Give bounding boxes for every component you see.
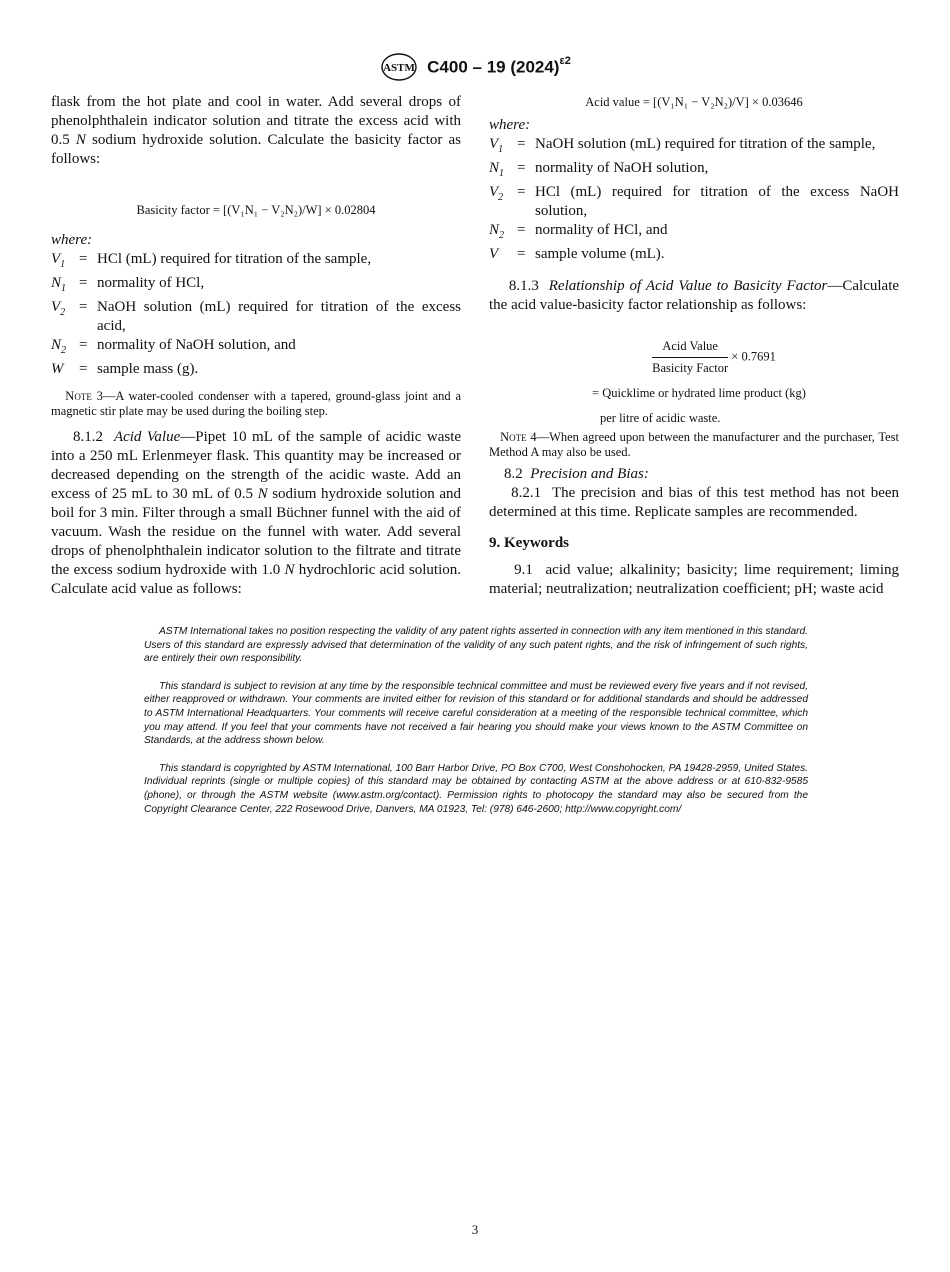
definition-row: $V_1$ = HCl (mL) required for titration of the sample, — [51, 251, 372, 270]
standard-designation: C400 – 19 $(2024)^{\varepsilon 2}$ — [427, 54, 571, 77]
definition-row: V = sample volume (mL). — [489, 246, 665, 262]
left-column — [51, 93, 461, 599]
epsilon-superscript: ε2 — [559, 54, 571, 67]
paragraph-9-1: 9.1 acid value; alkalinity; basicity; lime requirement; liming material; neutralization; neutralization coefficient; pH; waste acid — [489, 562, 900, 597]
section-heading-keywords: 9. Keywords — [489, 535, 569, 551]
paragraph-8-2: 8.2 Precision and Bias: — [504, 466, 649, 482]
definition-row: $V_1$ = NaOH solution (mL) required for titration of the sample, — [489, 136, 876, 155]
where-label: where: — [51, 232, 93, 248]
definition-row: $N_1$ = normality of HCl, — [51, 275, 205, 294]
definition-row: $V_2$ = HCl (mL) required for titration of the excess NaOH solution, — [489, 184, 899, 219]
note-3: Note 3—A water-cooled condenser with a tapered, ground-glass joint and a magnetic stir plate may be used during the boiling step. — [51, 389, 461, 418]
legal-footer — [144, 625, 808, 830]
astm-logo-icon — [379, 52, 419, 82]
definition-row: W = sample mass (g). — [51, 361, 199, 377]
definition-list-basicity — [51, 250, 461, 384]
definition-row: $N_1$ = normality of NaOH solution, — [489, 160, 709, 179]
equation-acid-value: Acid value = [(V₁N₁ − V₂N₂)/V] × 0.03646 — [585, 95, 803, 109]
paragraph-8-1-3: 8.1.3 Relationship of Acid Value to Basicity Factor—Calculate the acid value-basicity factor relationship as follows: — [489, 278, 900, 313]
paragraph-8-1-2: 8.1.2 Acid Value—Pipet 10 mL of the sample of acidic waste into a 250 mL Erlenmeyer flask. This quantity may be increased or decreased depending on the strength of the acidic waste. Add an excess of 25 mL to 30 mL of 0.5 N sodium hydroxide solution and boil for 3 min. Filter through a small Büchner funnel with the aid of vacuum. Wash the residue on the funnel with water. Add several drops of phenolphthalein indicator solution to the filtrate and titrate the excess sodium hydroxide with 1.0 N hydrochloric acid solution. Calculate acid value as follows: — [51, 429, 462, 597]
right-column — [489, 93, 899, 599]
definition-row: $V_2$ = NaOH solution (mL) required for titration of the excess acid, — [51, 299, 461, 334]
footer-patent-notice: ASTM International takes no position respecting the validity of any patent rights asserted in connection with any item mentioned in this standard. Users of this standard are expressly advised that determination of the validity of any such patent rights, and the risk of infringement of such rights, are entirely their own responsibility. — [144, 626, 808, 665]
svg-text:ASTM: ASTM — [383, 62, 416, 74]
where-label: where: — [489, 117, 531, 133]
page-number: 3 — [471, 1222, 479, 1237]
definition-list-acid — [489, 135, 899, 269]
paragraph-basicity-continuation: flask from the hot plate and cool in water. Add several drops of phenolphthalein indicator solution and titrate the excess acid with 0.5 N sodium hydroxide solution. Calculate the basicity factor as follows: — [51, 94, 462, 167]
equation-basicity-factor: Basicity factor = [(V₁N₁ − V₂N₂)/W] × 0.02804 — [136, 203, 376, 217]
definition-row: $N_2$ = normality of NaOH solution, and — [51, 337, 296, 356]
equation-relationship: $\frac{\text{Acid Value}}{\text{Basicity Factor}}$ × 0.7691 = Quicklime or hydrated lime product (kg) per litre of acidic waste. — [592, 339, 806, 425]
page-header — [0, 52, 950, 87]
fraction: $\frac{\text{Acid Value}}{\text{Basicity Factor}}$ — [652, 339, 729, 375]
footer-copyright-notice: This standard is copyrighted by ASTM International, 100 Barr Harbor Drive, PO Box C700, West Conshohocken, PA 19428-2959, United States. Individual reprints (single or multiple copies) of this standard may be obtained by contacting ASTM at the above address or at 610-832-9585 (phone), or through the ASTM website (www.astm.org/contact). Permission rights to photocopy the standard may also be secured from the Copyright Clearance Center, 222 Rosewood Drive, Danvers, MA 01923, Tel: (978) 646-2600; http://www.copyright.com/ — [144, 762, 808, 815]
paragraph-8-2-1: 8.2.1 The precision and bias of this test method has not been determined at this time. Replicate samples are recommended. — [489, 485, 900, 520]
footer-revision-notice: This standard is subject to revision at any time by the responsible technical committee and must be reviewed every five years and if not revised, either reapproved or withdrawn. Your comments are invited either for revision of this standard or for additional standards and should be addressed to ASTM International Headquarters. Your comments will receive careful consideration at a meeting of the responsible technical committee, which you may attend. If you feel that your comments have not received a fair hearing you should make your views known to the ASTM Committee on Standards, at the address shown below. — [144, 680, 808, 747]
definition-row: $N_2$ = normality of HCl, and — [489, 222, 668, 241]
note-4: Note 4—When agreed upon between the manufacturer and the purchaser, Test Method A may also be used. — [489, 430, 899, 459]
